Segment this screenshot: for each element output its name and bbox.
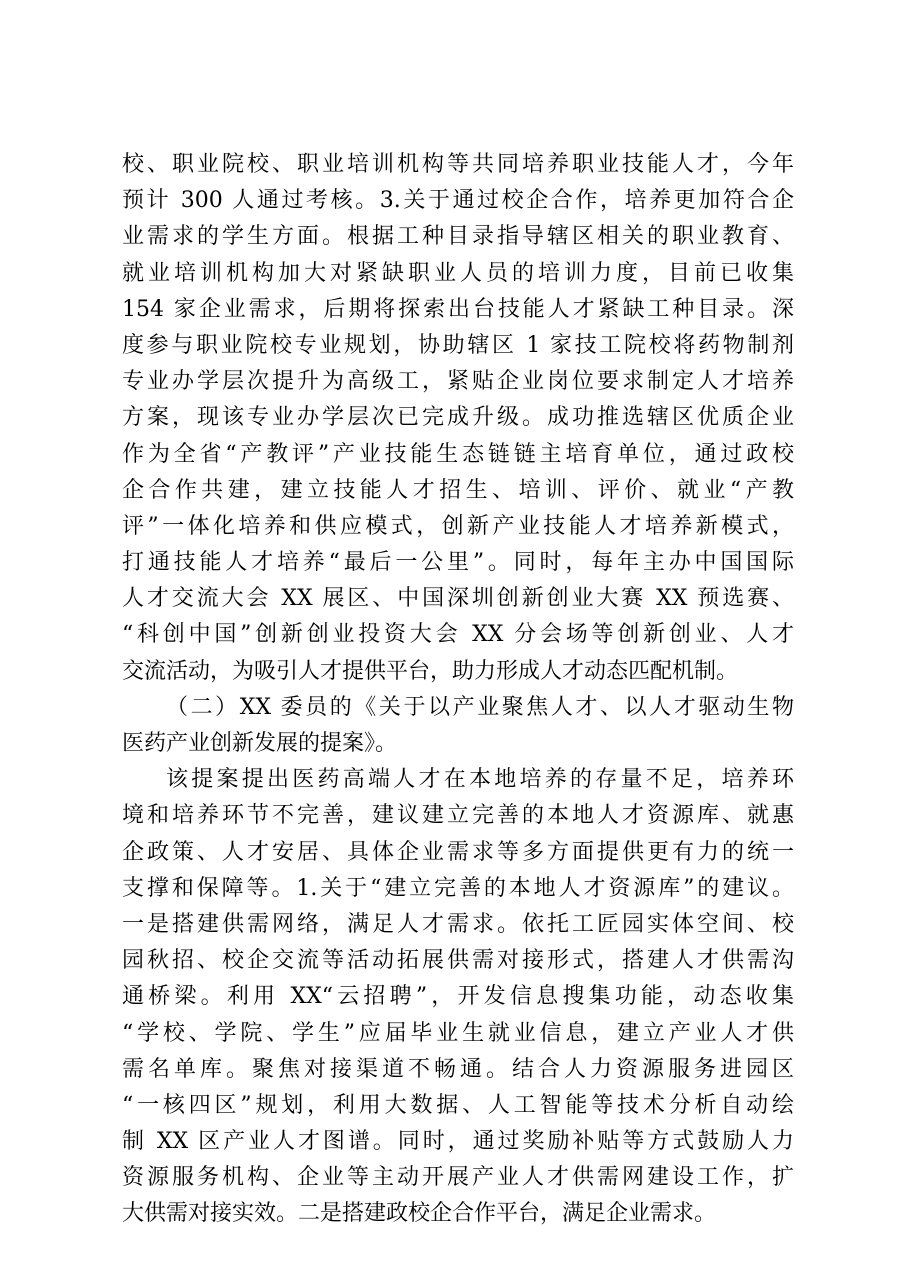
text-line: 资源服务机构、企业等主动开展产业人才供需网建设工作，扩 (122, 1165, 794, 1191)
text-line: 企合作共建，建立技能人才招生、培训、评价、就业“产教 (122, 477, 794, 503)
text-line: 需名单库。聚焦对接渠道不畅通。结合人力资源服务进园区 (122, 1056, 794, 1082)
document-body (122, 147, 794, 1233)
text-line: 园秋招、校企交流等活动拓展供需对接形式，搭建人才供需沟 (122, 948, 794, 974)
text-line: “一核四区”规划，利用大数据、人工智能等技术分析自动绘 (122, 1092, 794, 1118)
text-line: 154 家企业需求，后期将探索出台技能人才紧缺工种目录。深 (122, 296, 794, 322)
text-line: 校、职业院校、职业培训机构等共同培养职业技能人才，今年 (122, 152, 794, 177)
text-line: “科创中国”创新创业投资大会 XX 分会场等创新创业、人才 (122, 622, 794, 648)
text-line: 打通技能人才培养“最后一公里”。同时，每年主办中国国际 (122, 550, 794, 576)
text-line: 通桥梁。利用 XX“云招聘”，开发信息搜集功能，动态收集 (122, 984, 794, 1010)
text-line: 评”一体化培养和供应模式，创新产业技能人才培养新模式， (122, 513, 794, 539)
text-line: 该提案提出医药高端人才在本地培养的存量不足，培养环 (166, 767, 794, 793)
text-line: “学校、学院、学生”应届毕业生就业信息，建立产业人才供 (122, 1020, 794, 1046)
text-line: 业需求的学生方面。根据工种目录指导辖区相关的职业教育、 (122, 224, 794, 250)
text-line: 方案，现该专业办学层次已完成升级。成功推选辖区优质企业 (122, 405, 794, 431)
text-line: 人才交流大会 XX 展区、中国深圳创新创业大赛 XX 预选赛、 (122, 586, 794, 612)
text-line: 专业办学层次提升为高级工，紧贴企业岗位要求制定人才培养 (122, 369, 794, 395)
text-line: 大供需对接实效。二是搭建政校企合作平台，满足企业需求。 (122, 1201, 717, 1227)
text-line: 作为全省“产教评”产业技能生态链链主培育单位，通过政校 (122, 441, 794, 467)
text-line: 交流活动，为吸引人才提供平台，助力形成人才动态匹配机制。 (122, 658, 739, 684)
section-heading-line: （二）XX 委员的《关于以产业聚焦人才、以人才驱动生物 (166, 694, 794, 720)
text-line: 预计 300 人通过考核。3.关于通过校企合作，培养更加符合企 (122, 188, 794, 214)
text-line: 制 XX 区产业人才图谱。同时，通过奖励补贴等方式鼓励人力 (122, 1129, 794, 1155)
text-line: 境和培养环节不完善，建议建立完善的本地人才资源库、就惠 (122, 803, 794, 829)
section-heading-line: 医药产业创新发展的提案》。 (122, 731, 398, 756)
text-line: 度参与职业院校专业规划，协助辖区 1 家技工院校将药物制剂 (122, 332, 794, 358)
text-line: 支撑和保障等。1.关于“建立完善的本地人才资源库”的建议。 (122, 875, 794, 901)
text-line: 就业培训机构加大对紧缺职业人员的培训力度，目前已收集 (122, 260, 794, 286)
text-line: 企政策、人才安居、具体企业需求等多方面提供更有力的统一 (122, 839, 794, 865)
text-line: 一是搭建供需网络，满足人才需求。依托工匠园实体空间、校 (122, 911, 794, 937)
